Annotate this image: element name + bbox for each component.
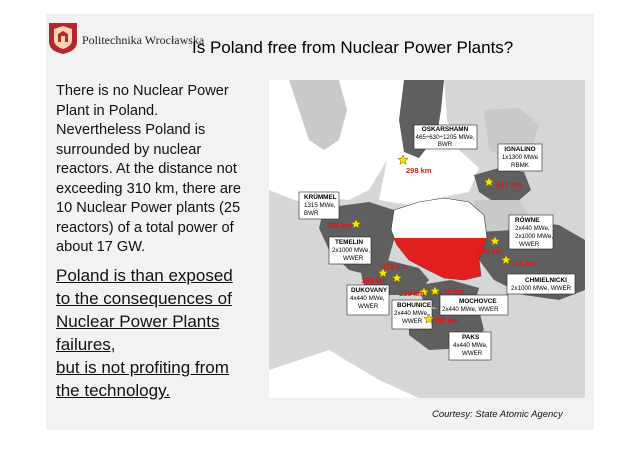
svg-text:2x1000 MWe, WWER: 2x1000 MWe, WWER [511,285,572,292]
plant-label-temelin: TEMELIN [335,239,364,246]
plant-label-bohunice: BOHUNICE [397,302,432,309]
conclusion-line: the technology. [56,381,171,400]
distance-rowne: 195 km [477,247,503,256]
intro-line: about 17 GW. [56,239,146,255]
intro-line: reactors) of a total power of [56,219,234,236]
distance-temelin: 115 km [382,262,408,271]
intro-line: surrounded by nuclear [56,141,202,158]
svg-text:2x440 MWe,: 2x440 MWe, [394,310,429,317]
slide-title: Is Poland free from Nuclear Power Plants? [192,38,514,57]
conclusion-line: failures, [56,335,116,354]
distance-chmielnicki: 164 km [511,259,537,268]
svg-text:2x440 MWe,: 2x440 MWe, [515,225,550,232]
conclusion-line: but is not profiting from [56,358,229,377]
university-name: Politechnika Wrocławska [82,33,205,47]
conclusion-paragraph [56,264,261,402]
svg-text:4x440 MWe,: 4x440 MWe, [350,295,385,302]
svg-text:WWER: WWER [358,303,379,310]
plant-label-oskarshamn: OSKARSHAMN [421,126,469,133]
conclusion-line: to the consequences of [56,289,232,308]
svg-text:BWR: BWR [437,141,453,148]
university-logo [48,22,78,55]
svg-text:2x440 MWe, WWER: 2x440 MWe, WWER [442,306,499,313]
plant-label-paks: PAKS [462,334,480,341]
svg-text:4x440 MWe,: 4x440 MWe, [453,342,488,349]
intro-line: Nevertheless Poland is [56,122,206,138]
svg-text:1315 MWe,: 1315 MWe, [304,202,336,209]
svg-text:1x1300 MWe: 1x1300 MWe [501,154,539,161]
distance-dukovany: 195 km [361,276,387,285]
plant-label-chmielnicki: CHMIELNICKI [525,277,567,284]
intro-paragraph [56,82,256,258]
svg-text:465÷630÷1205 MWe,: 465÷630÷1205 MWe, [415,134,475,141]
distance-krummel: 294 km [327,221,353,230]
intro-line: There is no Nuclear Power [56,83,229,99]
conclusion-line: Poland is than exposed [56,266,233,285]
distance-ignalino: 255 km [496,180,522,189]
plant-label-dukovany: DUKOVANY [351,287,388,294]
nuclear-plants-map [269,80,585,398]
intro-line: reactors. At the distance not [56,161,237,177]
intro-line: Plant in Poland. [56,102,159,119]
svg-text:WWER: WWER [402,318,423,325]
svg-text:WWER: WWER [519,241,540,248]
distance-bohunice: 138 km [399,289,425,298]
distance-mochovce: 150 km [439,287,465,296]
distance-paks: 258 km [433,316,459,325]
conclusion-line: Nuclear Power Plants [56,312,220,331]
distance-oskarshamn: 298 km [406,166,432,175]
courtesy-note: Courtesy: State Atomic Agency [432,409,563,420]
intro-line: 10 Nuclear Power plants (25 [56,200,241,216]
plant-label-krummel: KRÜMMEL [304,194,337,201]
svg-text:WWER: WWER [343,255,364,262]
svg-text:2x1000 MWe,: 2x1000 MWe, [515,233,554,240]
svg-text:2x1000 MWe,: 2x1000 MWe, [332,247,371,254]
plant-label-mochovce: MOCHOVCE [459,298,497,305]
svg-text:WWER: WWER [462,350,483,357]
intro-line: exceeding 310 km, there are [56,180,241,197]
plant-label-ignalino: IGNALINO [504,146,536,153]
svg-text:BWR: BWR [304,210,319,217]
plant-label-rowne: RÓWNE [515,217,540,224]
svg-text:RBMK: RBMK [511,162,529,169]
